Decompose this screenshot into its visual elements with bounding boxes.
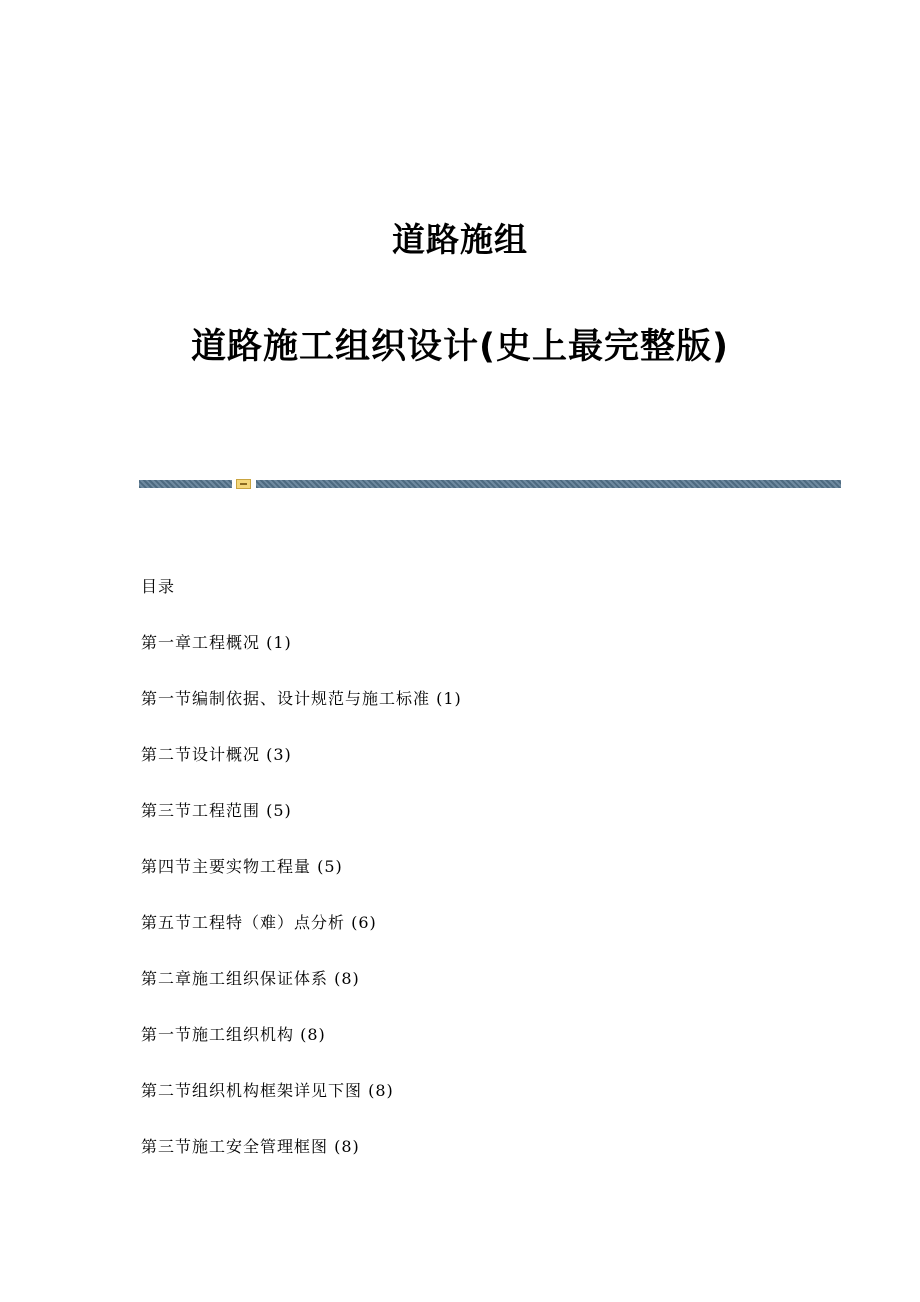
toc-entry[interactable]: 第五节工程特（难）点分析 (6) (141, 913, 377, 932)
divider-ornament-icon (236, 479, 251, 489)
divider-right-segment (256, 480, 841, 488)
toc-entry[interactable]: 第三节施工安全管理框图 (8) (141, 1137, 360, 1156)
toc-entry[interactable]: 第二章施工组织保证体系 (8) (141, 969, 360, 988)
toc-heading: 目录 (141, 577, 176, 596)
toc-entry[interactable]: 第三节工程范围 (5) (141, 801, 292, 820)
toc-list (141, 631, 462, 1191)
toc-entry[interactable]: 第一章工程概况 (1) (141, 633, 292, 652)
document-title: 道路施组 (392, 220, 528, 259)
toc-entry[interactable]: 第一节施工组织机构 (8) (141, 1025, 326, 1044)
toc-entry[interactable]: 第四节主要实物工程量 (5) (141, 857, 343, 876)
toc-entry[interactable]: 第二节设计概况 (3) (141, 745, 292, 764)
toc-entry[interactable]: 第二节组织机构框架详见下图 (8) (141, 1081, 394, 1100)
toc-entry[interactable]: 第一节编制依据、设计规范与施工标准 (1) (141, 689, 462, 708)
divider-left-segment (139, 480, 232, 488)
document-subtitle: 道路施工组织设计(史上最完整版) (191, 327, 729, 367)
decorative-divider (139, 479, 841, 489)
